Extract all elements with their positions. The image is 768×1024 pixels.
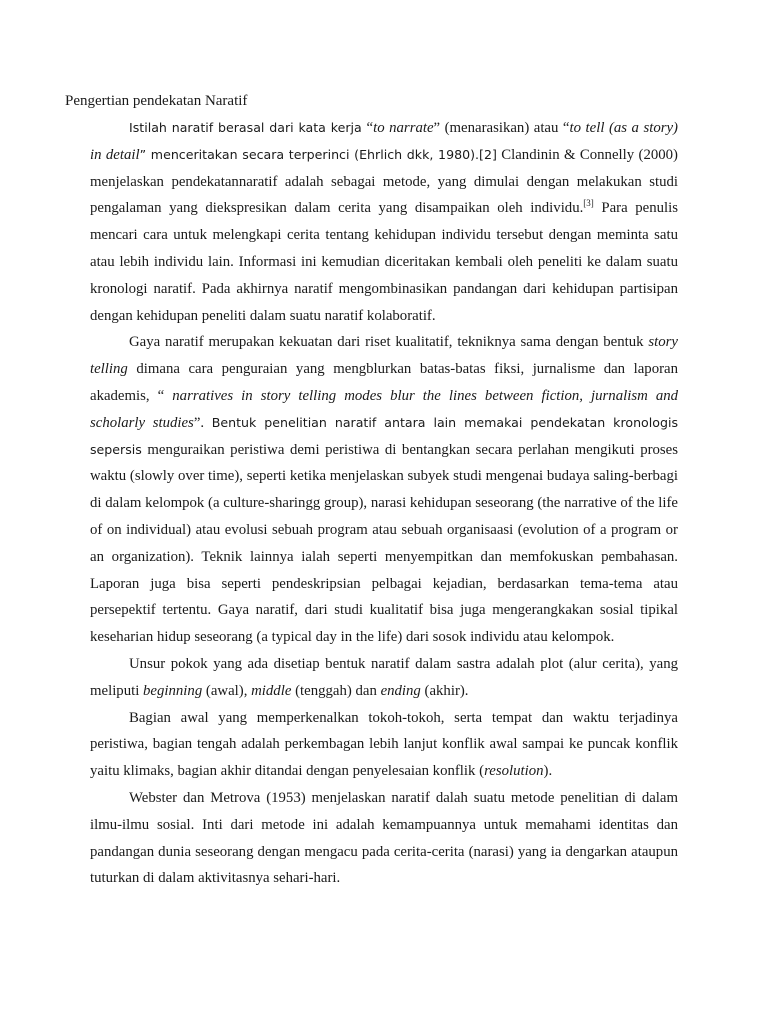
paragraph-5 [90, 785, 678, 892]
text-run: ending [380, 682, 421, 699]
document-body [90, 115, 678, 892]
paragraph-1 [90, 115, 678, 329]
text-run: ” menceritakan secara terperinci (Ehrlich dkk, 1980).[2] [139, 146, 497, 162]
text-run: (tenggah) dan [291, 682, 381, 699]
text-run: narratives in story telling modes blur the lines between fiction, jurnalism and scholarly studies [90, 387, 679, 431]
text-run: Bagian awal yang memperkenalkan tokoh-tokoh, serta tempat dan waktu terjadinya peristiwa, bagian tengah adalah perkembagan lebih lanjut konflik awal sampai ke puncak konflik yaitu klimaks, bagian akhir ditandai dengan penyelesaian konflik ( [90, 709, 678, 780]
text-run: (akhir). [420, 682, 469, 699]
text-run: resolution [484, 763, 544, 780]
text-run: Para penulis mencari cara untuk melengkapi cerita tentang kehidupan individu tersebut dengan meminta satu atau lebih individu lain. Informasi ini kemudian diceritakan kembali oleh peneliti ke dalam suatu kronologi naratif. Pada akhirnya naratif mengombinasikan pandangan dari kehidupan partisipan dengan kehidupan peneliti dalam suatu naratif kolaboratif. [90, 200, 678, 324]
text-run: dimana cara penguraian yang mengblurkan batas-batas fiksi, jurnalisme dan laporan akademis, “ [90, 361, 678, 404]
section-title: Pengertian pendekatan Naratif [65, 93, 248, 109]
paragraph-4 [90, 705, 678, 785]
text-run: beginning [143, 682, 203, 699]
text-run: story telling [90, 334, 678, 378]
text-run: ). [543, 763, 553, 780]
text-run: ” (menarasikan) atau “ [433, 120, 570, 136]
text-run: “ [366, 120, 374, 136]
text-run: Unsur pokok yang ada disetiap bentuk naratif dalam sastra adalah plot (alur cerita), yang meliputi [90, 655, 678, 699]
text-run: Istilah naratif berasal dari kata kerja [129, 120, 367, 135]
text-run: ”. [193, 414, 212, 431]
text-run: to narrate [373, 120, 434, 136]
text-run: Bentuk penelitian naratif antara lain memakai pendekatan kronologis sepersis [90, 414, 679, 457]
text-run: Webster dan Metrova (1953) menjelaskan naratif dalah suatu metode penelitian di dalam ilmu-ilmu sosial. Inti dari metode ini adalah kemampuannya untuk memahami identitas dan pandangan dunia seseorang dengan mengacu pada cerita-cerita (narasi) yang ia dengarkan ataupun tuturkan di dalam aktivitasnya sehari-hari. [90, 789, 678, 887]
text-run: menguraikan peristiwa demi peristiwa di bentangkan secara perlahan mengikuti proses waktu (slowly over time), seperti ketika menjelaskan subyek studi mengenai budaya saling-berbagi di dalam kelompok (a culture-sharingg group), narasi kehidupan seseorang (the narrative of the life of on individual) atau evolusi sebuah program atau sebuah organisaasi (evolution of a program or an organization). Teknik lainnya ialah seperti menyempitkan dan memfokuskan pembahasan. Laporan juga bisa seperti pendeskripsian pelbagai kejadian, berdasarkan tema-tema atau persepektif tertentu. Gaya naratif, dari studi kualitatif bisa juga mengerangkakan sosial tipikal keseharian hidup seseorang (a typical day in the life) dari sosok individu atau kelompok. [90, 441, 678, 646]
text-run: to tell (as a story) in detail [90, 120, 678, 163]
text-run: [3] [583, 198, 594, 209]
text-run: Clandinin & Connelly (2000) menjelaskan pendekatannaratif adalah sebagai metode, yang dimulai dengan melakukan studi pengalaman yang diekspresikan dalam cerita yang disampaikan oleh individu. [90, 146, 678, 217]
text-run: (awal), [202, 682, 252, 699]
paragraph-2 [90, 329, 678, 651]
text-run: Gaya naratif merupakan kekuatan dari riset kualitatif, tekniknya sama dengan bentuk [129, 334, 649, 351]
text-run: middle [251, 682, 292, 699]
paragraph-3 [90, 651, 678, 705]
